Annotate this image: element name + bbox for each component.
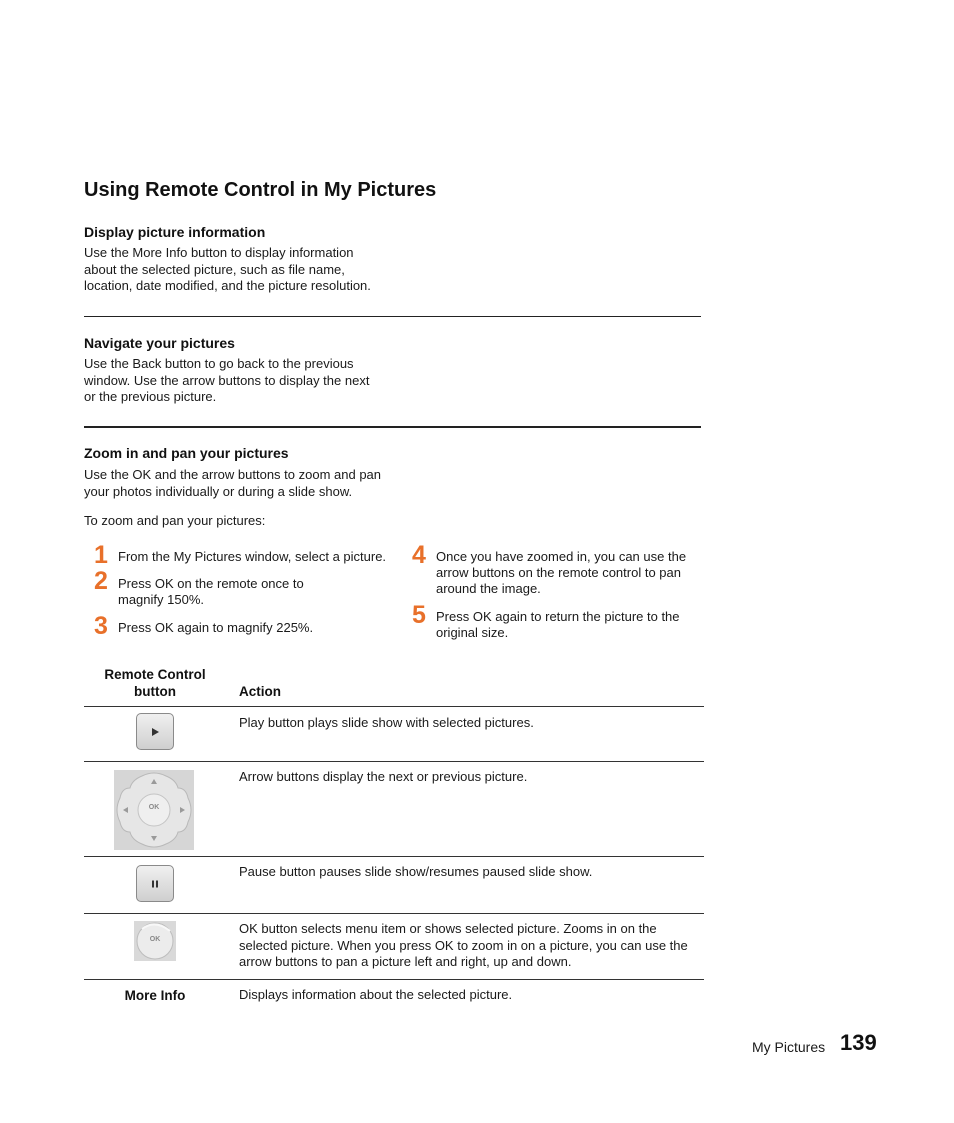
body-line: Use the Back button to go back to the previous — [84, 356, 354, 371]
table-divider — [84, 761, 704, 762]
page-title: Using Remote Control in My Pictures — [84, 179, 437, 201]
action-line: Displays information about the selected picture. — [239, 987, 513, 1002]
step-number: 2 — [94, 567, 108, 595]
step-number: 5 — [412, 601, 426, 629]
section-body-zoom — [84, 467, 394, 500]
section-heading-zoom: Zoom in and pan your pictures — [84, 445, 289, 461]
footer-section-label: My Pictures — [752, 1039, 826, 1055]
arrow-pad-icon — [114, 770, 194, 850]
body-line: about the selected picture, such as file name, — [84, 261, 345, 277]
header-line: button — [134, 684, 176, 699]
action-line: OK button selects menu item or shows selected picture. Zooms in on the — [239, 921, 657, 936]
action-line: Pause button pauses slide show/resumes paused slide show. — [239, 864, 593, 879]
step-text — [436, 549, 706, 598]
table-header-button — [84, 666, 226, 700]
row-action — [239, 987, 699, 1004]
step-line: original size. — [436, 625, 509, 641]
section-body-display-info — [84, 245, 394, 295]
step-line: arrow buttons on the remote control to pan — [436, 565, 681, 581]
body-line: Use the More Info button to display information — [84, 245, 354, 260]
zoom-intro: To zoom and pan your pictures: — [84, 513, 266, 528]
ok-label: OK — [149, 936, 161, 943]
ok-button-icon — [134, 921, 176, 961]
action-line: arrow buttons to pan a picture left and right, up and down. — [239, 954, 572, 970]
play-icon — [136, 713, 174, 750]
body-line: your photos individually or during a slide show. — [84, 483, 353, 499]
pause-icon — [136, 865, 174, 902]
step-text — [436, 609, 706, 641]
table-header-action: Action — [239, 684, 281, 699]
page-number: 139 — [840, 1030, 877, 1055]
step-line: Press OK again to return the picture to the — [436, 609, 680, 624]
action-line: selected picture. When you press OK to zoom in on a picture, you can use the — [239, 937, 688, 953]
table-divider — [84, 856, 704, 857]
action-line: Play button plays slide show with selected pictures. — [239, 715, 534, 730]
body-line: location, date modified, and the picture resolution. — [84, 278, 371, 293]
body-line: window. Use the arrow buttons to display the next — [84, 372, 370, 388]
table-divider — [84, 706, 704, 707]
section-divider — [84, 316, 701, 317]
step-text — [118, 576, 398, 608]
row-action — [239, 715, 699, 732]
step-text — [118, 549, 398, 565]
table-divider — [84, 979, 704, 980]
row-action — [239, 769, 699, 786]
step-text — [118, 620, 398, 636]
action-line: Arrow buttons display the next or previous picture. — [239, 769, 528, 784]
step-number: 3 — [94, 612, 108, 640]
section-heading-navigate: Navigate your pictures — [84, 335, 235, 351]
step-line: magnify 150%. — [118, 592, 204, 608]
ok-label: OK — [148, 804, 160, 811]
section-body-navigate — [84, 356, 394, 406]
step-number: 4 — [412, 541, 426, 569]
step-line: Press OK on the remote once to — [118, 576, 304, 591]
step-line: Once you have zoomed in, you can use the — [436, 549, 687, 564]
table-divider — [84, 913, 704, 914]
row-action — [239, 864, 699, 881]
step-line: From the My Pictures window, select a picture. — [118, 549, 387, 564]
step-line: around the image. — [436, 581, 541, 597]
body-line: Use the OK and the arrow buttons to zoom and pan — [84, 467, 382, 482]
header-line: Remote Control — [104, 667, 206, 682]
step-line: Press OK again to magnify 225%. — [118, 620, 314, 635]
more-info-label: More Info — [124, 988, 186, 1003]
step-number: 1 — [94, 541, 108, 569]
section-heading-display-info: Display picture information — [84, 224, 266, 240]
body-line: or the previous picture. — [84, 389, 217, 404]
row-action — [239, 921, 699, 971]
section-divider — [84, 426, 701, 428]
